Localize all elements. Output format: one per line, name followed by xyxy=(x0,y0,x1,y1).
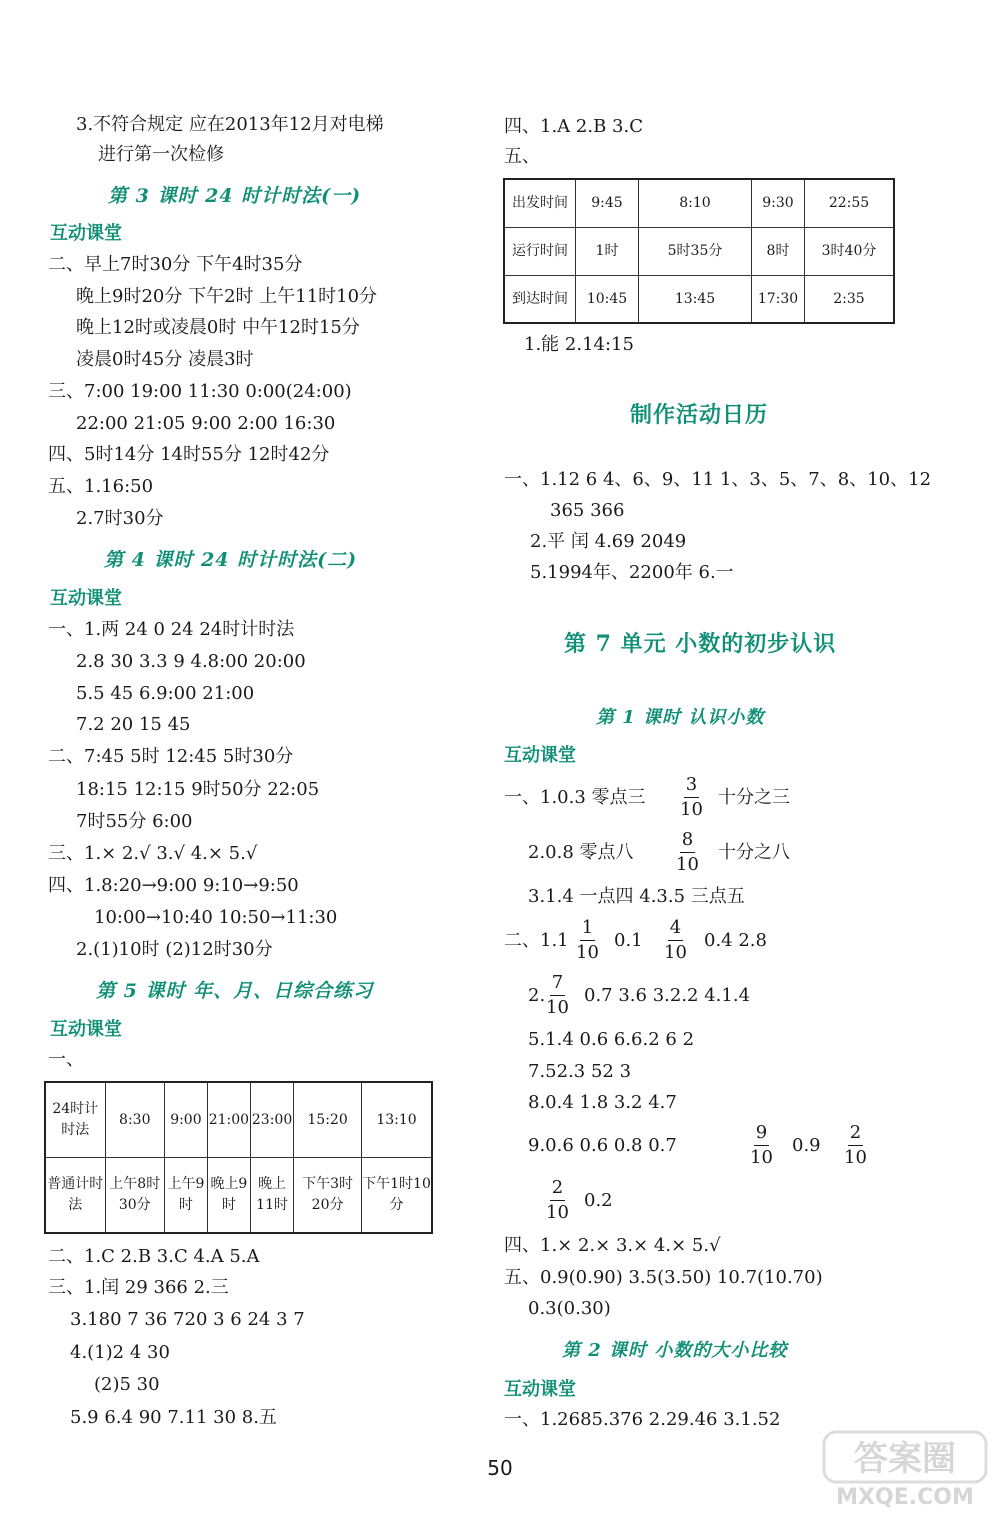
table-cell: 8:30 xyxy=(105,1082,165,1157)
table-cell: 上午8时30分 xyxy=(105,1157,165,1233)
section-label: 互动课堂 xyxy=(50,223,122,244)
answer-line: 0.3(0.30) xyxy=(528,1298,611,1319)
time-conversion-table xyxy=(44,1081,433,1234)
answer-line: 五、 xyxy=(504,146,540,167)
page-number: 50 xyxy=(487,1456,513,1480)
answer-line: 五、0.9(0.90) 3.5(3.50) 10.7(10.70) xyxy=(504,1267,823,1288)
answer-line: 5.1994年、2200年 6.一 xyxy=(530,562,734,583)
answer-line: 10:00→10:40 10:50→11:30 xyxy=(94,907,338,928)
answer-line: 五、1.16:50 xyxy=(48,476,154,497)
table-cell: 1时 xyxy=(576,227,639,275)
fraction: $\frac{3}{10}$ xyxy=(680,774,703,820)
answer-line: 四、1.× 2.× 3.× 4.× 5.√ xyxy=(504,1235,721,1256)
fraction: $\frac{4}{10}$ xyxy=(664,917,687,963)
answer-line: 7.52.3 52 3 xyxy=(528,1061,632,1082)
fraction: $\frac{8}{10}$ xyxy=(676,829,699,875)
lesson-heading: 第 3 课时 24 时计时法(一) xyxy=(108,185,362,207)
answer-line: 一、1.0.3 零点三 xyxy=(504,787,646,808)
unit-heading: 第 7 单元 小数的初步认识 xyxy=(564,631,837,657)
answer-line: 3.180 7 36 720 3 6 24 3 7 xyxy=(70,1309,305,1330)
table-cell: 普通计时法 xyxy=(45,1157,105,1233)
lesson-heading: 第 4 课时 24 时计时法(二) xyxy=(104,549,358,571)
answer-line: 一、1.两 24 0 24 24时计时法 xyxy=(48,619,295,640)
answer-line: 7.2 20 15 45 xyxy=(76,714,191,735)
answer-line: 7时55分 6:00 xyxy=(76,811,193,832)
answer-line: 凌晨0时45分 凌晨3时 xyxy=(76,349,254,370)
table-cell: 8时 xyxy=(752,227,805,275)
answer-line: 5.1.4 0.6 6.6.2 6 2 xyxy=(528,1029,695,1050)
answer-line: 四、1.A 2.B 3.C xyxy=(504,116,643,137)
table-cell: 9:30 xyxy=(752,179,805,227)
table-cell: 9:00 xyxy=(165,1082,208,1157)
answer-line: 0.7 3.6 3.2.2 4.1.4 xyxy=(584,985,751,1006)
table-cell: 24时计时法 xyxy=(45,1082,105,1157)
answer-line: 3.不符合规定 应在2013年12月对电梯 xyxy=(76,114,384,135)
answer-line: 四、1.8:20→9:00 9:10→9:50 xyxy=(48,875,299,896)
answer-line: 三、7:00 19:00 11:30 0:00(24:00) xyxy=(48,381,352,402)
answer-line: 二、1.C 2.B 3.C 4.A 5.A xyxy=(48,1246,260,1267)
table-cell: 21:00 xyxy=(207,1082,250,1157)
lesson-heading: 第 2 课时 小数的大小比较 xyxy=(562,1340,788,1361)
answer-line: 一、 xyxy=(48,1049,84,1070)
table-cell: 下午3时20分 xyxy=(294,1157,362,1233)
table-cell: 5时35分 xyxy=(639,227,752,275)
answer-line: 2.(1)10时 (2)12时30分 xyxy=(76,939,273,960)
fraction: $\frac{2}{10}$ xyxy=(844,1122,867,1168)
answer-line: (2)5 30 xyxy=(94,1374,160,1395)
fraction: $\frac{2}{10}$ xyxy=(546,1177,569,1223)
answer-line: 二、早上7时30分 下午4时35分 xyxy=(48,254,303,275)
table-cell: 2:35 xyxy=(805,275,895,323)
fraction: $\frac{1}{10}$ xyxy=(576,917,599,963)
table-cell: 13:10 xyxy=(362,1082,433,1157)
lesson-heading: 第 1 课时 认识小数 xyxy=(596,707,765,728)
answer-line: 0.1 xyxy=(614,930,643,951)
answer-line: 1.能 2.14:15 xyxy=(524,334,634,355)
answer-line: 5.5 45 6.9:00 21:00 xyxy=(76,683,255,704)
table-cell: 上午9时 xyxy=(165,1157,208,1233)
table-cell: 13:45 xyxy=(639,275,752,323)
answer-line: 2. xyxy=(528,985,546,1006)
table-cell: 晚上9时 xyxy=(207,1157,250,1233)
section-label: 互动课堂 xyxy=(50,588,122,609)
answer-line: 二、1.1 xyxy=(504,930,569,951)
table-cell: 8:10 xyxy=(639,179,752,227)
answer-line: 4.(1)2 4 30 xyxy=(70,1342,170,1363)
fraction: $\frac{7}{10}$ xyxy=(546,972,569,1018)
section-label: 互动课堂 xyxy=(504,745,576,766)
answer-line: 四、5时14分 14时55分 12时42分 xyxy=(48,444,330,465)
table-cell: 9:45 xyxy=(576,179,639,227)
section-label: 互动课堂 xyxy=(50,1019,122,1040)
answer-line: 晚上12时或凌晨0时 中午12时15分 xyxy=(76,317,360,338)
table-cell: 3时40分 xyxy=(805,227,895,275)
answer-line: 三、1.闰 29 366 2.三 xyxy=(48,1277,229,1298)
lesson-heading: 第 5 课时 年、月、日综合练习 xyxy=(96,980,374,1002)
answer-line: 2.7时30分 xyxy=(76,508,164,529)
answer-line: 一、1.12 6 4、6、9、11 1、3、5、7、8、10、12 xyxy=(504,469,932,490)
answer-line: 365 366 xyxy=(550,500,625,521)
answer-line: 二、7:45 5时 12:45 5时30分 xyxy=(48,746,294,767)
answer-line: 0.2 xyxy=(584,1190,613,1211)
fraction: $\frac{9}{10}$ xyxy=(750,1122,773,1168)
answer-line: 18:15 12:15 9时50分 22:05 xyxy=(76,779,320,800)
table-cell: 到达时间 xyxy=(504,275,576,323)
table-cell: 运行时间 xyxy=(504,227,576,275)
section-label: 互动课堂 xyxy=(504,1379,576,1400)
answer-line: 5.9 6.4 90 7.11 30 8.五 xyxy=(70,1407,277,1428)
svg-text:MXQE.COM: MXQE.COM xyxy=(836,1485,974,1508)
table-cell: 下午1时10分 xyxy=(362,1157,433,1233)
table-cell: 22:55 xyxy=(805,179,895,227)
answer-line: 9.0.6 0.6 0.8 0.7 xyxy=(528,1135,677,1156)
answer-line: 2.8 30 3.3 9 4.8:00 20:00 xyxy=(76,651,306,672)
answer-line: 一、1.2685.376 2.29.46 3.1.52 xyxy=(504,1409,781,1430)
answer-line: 三、1.× 2.√ 3.√ 4.× 5.√ xyxy=(48,843,258,864)
table-cell: 晚上11时 xyxy=(250,1157,293,1233)
answer-line: 3.1.4 一点四 4.3.5 三点五 xyxy=(528,886,745,907)
answer-line: 十分之三 xyxy=(718,787,790,808)
answer-line: 2.平 闰 4.69 2049 xyxy=(530,531,687,552)
table-cell: 10:45 xyxy=(576,275,639,323)
section-heading: 制作活动日历 xyxy=(630,402,769,428)
table-cell: 17:30 xyxy=(752,275,805,323)
answer-line: 0.4 2.8 xyxy=(704,930,767,951)
answer-line: 8.0.4 1.8 3.2 4.7 xyxy=(528,1092,677,1113)
table-cell: 出发时间 xyxy=(504,179,576,227)
svg-text:答案圈: 答案圈 xyxy=(854,1439,956,1479)
answer-line: 十分之八 xyxy=(718,842,790,863)
answer-line: 晚上9时20分 下午2时 上午11时10分 xyxy=(76,286,378,307)
answer-line: 0.9 xyxy=(792,1135,821,1156)
answer-line: 22:00 21:05 9:00 2:00 16:30 xyxy=(76,413,336,434)
table-cell: 15:20 xyxy=(294,1082,362,1157)
schedule-table xyxy=(503,178,895,324)
answer-line: 进行第一次检修 xyxy=(98,144,224,165)
answer-line: 2.0.8 零点八 xyxy=(528,842,634,863)
watermark-logo xyxy=(820,1428,990,1508)
table-cell: 23:00 xyxy=(250,1082,293,1157)
